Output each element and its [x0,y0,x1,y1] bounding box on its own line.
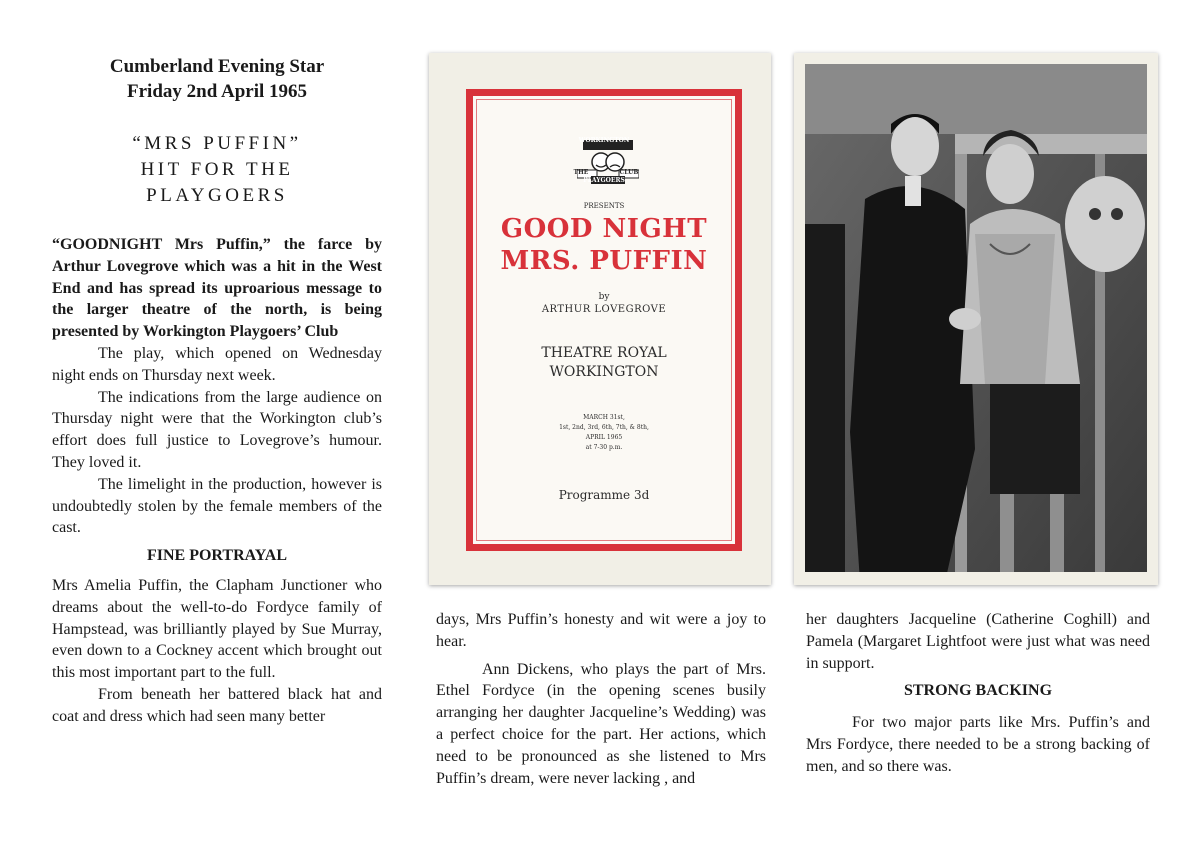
dates-line-4: at 7-30 p.m. [585,444,623,451]
paragraph: Ann Dickens, who plays the part of Mrs. Ethel Fordyce (in the opening scenes busily arranging her daughter Jacqueline’s Wedding) was a perfect choice for the part. Her actions, which need to be pronounced as she listened to Mrs Puffin’s dream, were never lacking , and [436,660,766,787]
presents-text: PRESENTS [583,202,625,210]
masthead [52,54,382,104]
paragraph: days, Mrs Puffin’s honesty and wit were a joy to hear. [436,611,766,650]
programme-cover [466,89,742,551]
logo-top-text: WORKINGTON [578,137,630,144]
newspaper-name: Cumberland Evening Star [109,56,325,77]
article-column-1 [52,234,382,728]
stage-photo [794,53,1158,585]
paragraph: From beneath her battered black hat and coat and dress which had seen many better [52,685,382,725]
paragraph: The limelight in the production, however is undoubtedly stolen by the female members of the cast. [52,475,382,537]
article-column-2 [436,609,766,789]
dates-line-1: MARCH 31st, [583,414,625,421]
stage-photo-image [805,64,1147,572]
by-text: by [598,292,610,302]
article-headline [52,131,382,209]
article-column-3 [806,609,1150,778]
play-title-line-1: GOOD NIGHT [500,214,708,244]
dates-line-3: APRIL 1965 [585,434,623,441]
publication-date: Friday 2nd April 1965 [127,81,307,102]
logo-right-text: CLUB [619,169,639,176]
play-title-line-2: MRS. PUFFIN [500,246,708,276]
lead-paragraph: “GOODNIGHT Mrs Puffin,” the farce by Arthur Lovegrove which was a hit in the West End and has spread its uproarious message to the larger theatre of the north, is being presented by Workington Playgoers’ Club [52,236,382,341]
logo-left-text: THE [573,169,589,176]
subheading-strong-backing: STRONG BACKING [903,682,1053,700]
dates-line-2: 1st, 2nd, 3rd, 6th, 7th, & 8th, [559,424,649,431]
logo-bottom-text: PLAYGOERS [583,177,625,184]
headline-line-3: PLAYGOERS [146,185,288,206]
programme-price: Programme 3d [558,488,650,502]
actors-photo-icon [805,64,1147,572]
headline-line-2: HIT FOR THE [140,159,294,180]
headline-line-1: “MRS PUFFIN” [132,133,302,154]
paragraph: For two major parts like Mrs. Puffin’s and Mrs Fordyce, there needed to be a strong backing of men, and so there was. [806,714,1150,775]
author-name: ARTHUR LOVEGROVE [541,304,667,315]
paragraph: Mrs Amelia Puffin, the Clapham Junctioner who dreams about the well-to-do Fordyce family of Hampstead, was brilliantly played by Sue Murray, even down to a Cockney accent which brought out this most important part to the full. [52,576,382,682]
subheading-fine-portrayal: FINE PORTRAYAL [146,547,288,565]
paragraph: The play, which opened on Wednesday night ends on Thursday next week. [52,344,382,384]
programme-photo [429,53,771,585]
venue-line-1: THEATRE ROYAL [541,345,667,361]
paragraph: The indications from the large audience on Thursday night were that the Workington club’s effort does full justice to Lovegrove’s humour. They loved it. [52,388,382,471]
venue-line-2: WORKINGTON [549,364,659,380]
paragraph: her daughters Jacqueline (Catherine Coghill) and Pamela (Margaret Lightfoot were just what was need in support. [806,611,1150,672]
